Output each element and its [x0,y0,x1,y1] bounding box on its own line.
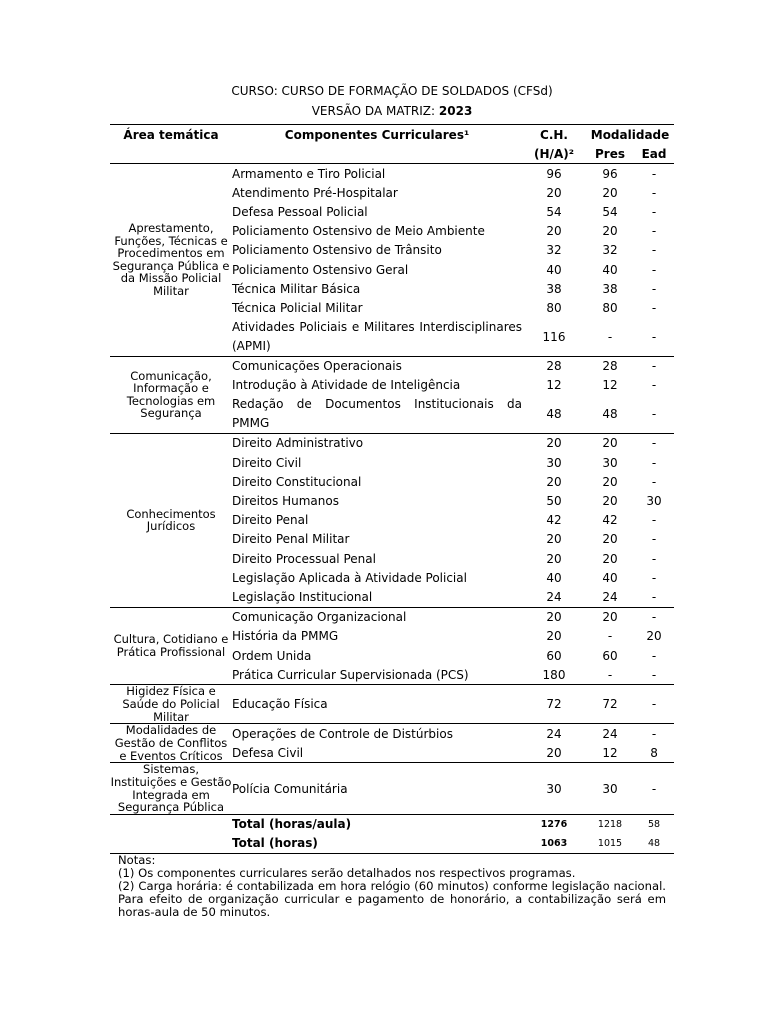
component-cell: Prática Curricular Supervisionada (PCS) [232,667,469,682]
ch-cell: 180 [542,667,566,682]
total-ch: 1276 [522,814,586,834]
ead-cell: - [651,589,657,604]
component-cell: Legislação Aplicada à Atividade Policial [232,570,467,585]
ch-cell: 30 [546,455,562,470]
ead-cell: - [651,455,657,470]
pres-cell: 28 [586,356,634,376]
component-cell: Direito Constitucional [232,474,362,489]
total-row [110,814,674,834]
ch-cell: 24 [522,724,586,744]
pres-cell: - [607,667,613,682]
component-cell: Direito Penal Militar [232,532,350,547]
component-cell: Comunicações Operacionais [232,356,522,376]
component-cell: Educação Física [232,685,522,724]
ead-cell: - [651,243,657,258]
component-cell: Direito Processual Penal [232,551,376,566]
area-cell: Aprestamento, Funções, Técnicas e Procedimentos em Segurança Pública e da Missão Policial Militar [110,164,232,357]
ch-cell: 54 [546,204,562,219]
ead-cell: - [651,185,657,200]
area-cell: Sistemas, Instituições e Gestão Integrada em Segurança Pública [110,762,232,815]
table-body [110,164,674,815]
ead-cell: - [651,329,657,344]
total-row [110,834,674,854]
ch-cell: 72 [522,685,586,724]
pres-cell: 24 [586,724,634,744]
table-row [110,433,674,453]
ch-cell: 116 [542,329,566,344]
component-cell: Atividades Policiais e Militares Interdisciplinares (APMI) [232,319,522,353]
pres-cell: 20 [586,607,634,627]
ead-cell: 20 [646,629,662,644]
ead-cell: - [651,667,657,682]
ch-cell: 38 [546,281,562,296]
total-label: Total (horas/aula) [232,814,522,834]
pres-cell: 32 [602,243,618,258]
ch-cell: 80 [546,300,562,315]
pres-cell: 20 [602,224,618,239]
pres-cell: 80 [602,300,618,315]
ead-cell: - [634,685,674,724]
pres-cell: 60 [602,648,618,663]
note-2: (2) Carga horária: é contabilizada em hora relógio (60 minutos) conforme legislação nacional. Para efeito de organização curricular e pagamento de honorário, a contabilização será em horas-aula de 50 minutos. [118,879,666,919]
ead-cell: - [651,532,657,547]
pres-cell: 12 [602,378,618,393]
table-row [110,356,674,376]
ch-cell: 96 [522,164,586,184]
ch-cell: 20 [546,745,562,760]
ead-cell: - [634,356,674,376]
ead-cell: 30 [646,494,662,509]
total-label: Total (horas) [232,834,522,854]
component-cell: Direitos Humanos [232,494,339,509]
ch-cell: 20 [522,607,586,627]
ead-cell: - [651,474,657,489]
ch-cell: 24 [546,589,562,604]
pres-cell: 12 [602,745,618,760]
header-components: Componentes Curriculares¹ [232,125,522,145]
component-cell: Técnica Policial Militar [232,300,363,315]
ead-cell: - [634,724,674,744]
matrix-version-year: 2023 [438,104,473,118]
ch-cell: 20 [522,433,586,453]
ch-cell: 40 [546,570,562,585]
component-cell: Introdução à Atividade de Inteligência [232,378,461,393]
component-cell: Redação de Documentos Institucionais da PMMG [232,396,522,430]
table-row [110,724,674,744]
pres-cell: 30 [586,763,634,814]
ead-cell: - [651,224,657,239]
area-cell: Comunicação, Informação e Tecnologias em Segurança [110,356,232,433]
header-pres: Pres [595,146,625,161]
pres-cell: 20 [602,494,618,509]
ead-cell: - [651,648,657,663]
pres-cell: 20 [586,433,634,453]
ead-cell: - [634,607,674,627]
ch-cell: 28 [522,356,586,376]
header-modality: Modalidade [586,125,674,145]
ch-cell: 30 [522,763,586,814]
pres-cell: 40 [602,570,618,585]
ead-cell: - [651,570,657,585]
pres-cell: - [607,329,613,344]
ch-cell: 60 [546,648,562,663]
ch-cell: 20 [546,532,562,547]
pres-cell: 20 [602,532,618,547]
total-ead: 48 [634,834,674,854]
component-cell: História da PMMG [232,629,339,644]
ead-cell: - [651,281,657,296]
pres-cell: 38 [602,281,618,296]
note-1: (1) Os componentes curriculares serão detalhados nos respectivos programas. [118,866,576,880]
area-cell: Higidez Física e Saúde do Policial Militar [110,685,232,724]
matrix-version-label: VERSÃO DA MATRIZ: [311,104,436,118]
ead-cell: - [651,406,657,421]
ead-cell: - [651,262,657,277]
ead-cell: - [651,204,657,219]
ch-cell: 42 [546,513,562,528]
component-cell: Atendimento Pré-Hospitalar [232,185,398,200]
notes-title: Notas: [118,853,156,867]
ch-cell: 20 [546,185,562,200]
header-ch: C.H. [522,125,586,145]
total-pres: 1218 [586,814,634,834]
component-cell: Operações de Controle de Distúrbios [232,724,522,744]
course-title: CURSO: CURSO DE FORMAÇÃO DE SOLDADOS (CFSd) [231,84,553,98]
area-cell: Conhecimentos Jurídicos [110,433,232,607]
ead-cell: - [634,763,674,814]
pres-cell: 30 [602,455,618,470]
header-ch-unit: (H/A)² [534,146,574,161]
component-cell: Policiamento Ostensivo de Meio Ambiente [232,224,485,239]
ead-cell: - [651,551,657,566]
matrix-version [110,104,674,118]
pres-cell: 72 [586,685,634,724]
component-cell: Técnica Militar Básica [232,281,361,296]
ead-cell: - [651,513,657,528]
component-cell: Direito Civil [232,455,302,470]
ch-cell: 20 [546,551,562,566]
header-ead: Ead [641,146,667,161]
pres-cell: - [607,629,613,644]
ch-cell: 20 [546,474,562,489]
pres-cell: 20 [602,551,618,566]
pres-cell: 20 [602,185,618,200]
total-pres: 1015 [586,834,634,854]
component-cell: Legislação Institucional [232,589,373,604]
pres-cell: 54 [602,204,618,219]
ch-cell: 40 [546,262,562,277]
notes-section [118,854,666,919]
component-cell: Defesa Pessoal Policial [232,204,368,219]
ead-cell: - [651,300,657,315]
component-cell: Ordem Unida [232,648,312,663]
component-cell: Armamento e Tiro Policial [232,164,522,184]
ch-cell: 32 [546,243,562,258]
ead-cell: - [651,378,657,393]
pres-cell: 42 [602,513,618,528]
area-cell: Modalidades de Gestão de Conflitos e Eventos Críticos [110,724,232,763]
component-cell: Polícia Comunitária [232,763,522,814]
component-cell: Direito Administrativo [232,433,522,453]
table-row [110,763,674,814]
ch-cell: 48 [546,406,562,421]
pres-cell: 48 [602,406,618,421]
ead-cell: 8 [650,745,658,760]
component-cell: Defesa Civil [232,745,304,760]
component-cell: Policiamento Ostensivo Geral [232,262,409,277]
table-subheader-row [110,144,674,164]
area-cell: Cultura, Cotidiano e Prática Profissional [110,607,232,685]
table-row [110,685,674,724]
ead-cell: - [634,433,674,453]
table-row [110,164,674,184]
pres-cell: 40 [602,262,618,277]
total-ead: 58 [634,814,674,834]
pres-cell: 20 [602,474,618,489]
curriculum-table [110,124,674,854]
header-area: Área temática [110,125,232,145]
component-cell: Direito Penal [232,513,309,528]
ead-cell: - [634,164,674,184]
totals-body [110,814,674,853]
ch-cell: 20 [546,629,562,644]
table-header-row [110,125,674,145]
pres-cell: 24 [602,589,618,604]
component-cell: Comunicação Organizacional [232,607,522,627]
ch-cell: 50 [546,494,562,509]
pres-cell: 96 [586,164,634,184]
ch-cell: 12 [546,378,562,393]
ch-cell: 20 [546,224,562,239]
total-ch: 1063 [522,834,586,854]
component-cell: Policiamento Ostensivo de Trânsito [232,243,442,258]
table-row [110,607,674,627]
